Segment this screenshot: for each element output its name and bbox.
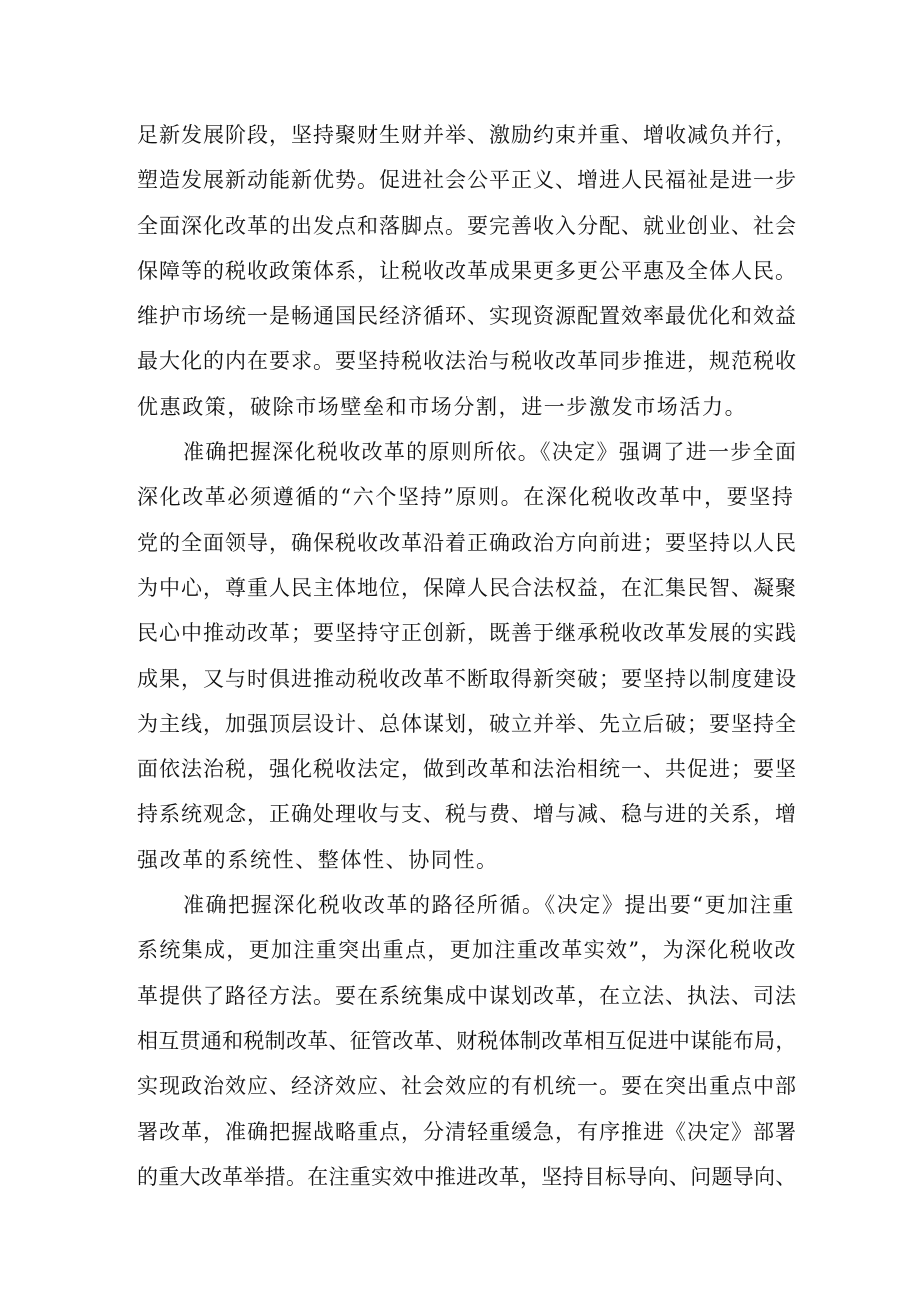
paragraph-3 [137, 883, 797, 1200]
text-line: 保障等的税收政策体系，让税收改革成果更多更公平惠及全体人民。 [137, 258, 797, 283]
text-line: 革提供了路径方法。要在系统集成中谋划改革，在立法、执法、司法 [137, 983, 797, 1008]
text-line: 准确把握深化税收改革的路径所循。《决定》提出要“更加注重 [183, 893, 796, 918]
text-line: 成果，又与时俱进推动税收改革不断取得新突破；要坚持以制度建设 [137, 666, 797, 691]
text-line: 实现政治效应、经济效应、社会效应的有机统一。要在突出重点中部 [137, 1074, 797, 1099]
text-line: 面依法治税，强化税收法定，做到改革和法治相统一、共促进；要坚 [137, 757, 797, 782]
text-line: 足新发展阶段，坚持聚财生财并举、激励约束并重、增收减负并行， [137, 123, 797, 147]
text-line: 塑造发展新动能新优势。促进社会公平正义、增进人民福祉是进一步 [137, 168, 797, 193]
text-line: 优惠政策，破除市场壁垒和市场分割，进一步激发市场活力。 [137, 394, 748, 419]
text-line: 持系统观念，正确处理收与支、税与费、增与减、稳与进的关系，增 [137, 802, 797, 827]
document-body [137, 113, 797, 1200]
text-line: 准确把握深化税收改革的原则所依。《决定》强调了进一步全面 [183, 440, 798, 465]
paragraph-2 [137, 430, 797, 883]
text-line: 相互贯通和税制改革、征管改革、财税体制改革相互促进中谋能布局， [137, 1028, 797, 1053]
text-line: 全面深化改革的出发点和落脚点。要完善收入分配、就业创业、社会 [137, 213, 797, 238]
text-line: 民心中推动改革；要坚持守正创新，既善于继承税收改革发展的实践 [137, 621, 797, 646]
text-line: 维护市场统一是畅通国民经济循环、实现资源配置效率最优化和效益 [137, 304, 797, 329]
text-line: 的重大改革举措。在注重实效中推进改革，坚持目标导向、问题导向、 [137, 1164, 797, 1189]
text-line: 为主线，加强顶层设计、总体谋划，破立并举、先立后破；要坚持全 [137, 711, 797, 736]
paragraph-1 [137, 113, 797, 430]
text-line: 署改革，准确把握战略重点，分清轻重缓急，有序推进《决定》部署 [137, 1119, 797, 1144]
text-line: 党的全面领导，确保税收改革沿着正确政治方向前进；要坚持以人民 [137, 530, 797, 555]
text-line: 系统集成，更加注重突出重点，更加注重改革实效”，为深化税收改 [137, 938, 797, 963]
text-line: 深化改革必须遵循的“六个坚持”原则。在深化税收改革中，要坚持 [137, 485, 795, 510]
text-line: 为中心，尊重人民主体地位，保障人民合法权益，在汇集民智、凝聚 [137, 575, 797, 600]
text-line: 强改革的系统性、整体性、协同性。 [137, 847, 499, 872]
text-line: 最大化的内在要求。要坚持税收法治与税收改革同步推进，规范税收 [137, 349, 797, 374]
